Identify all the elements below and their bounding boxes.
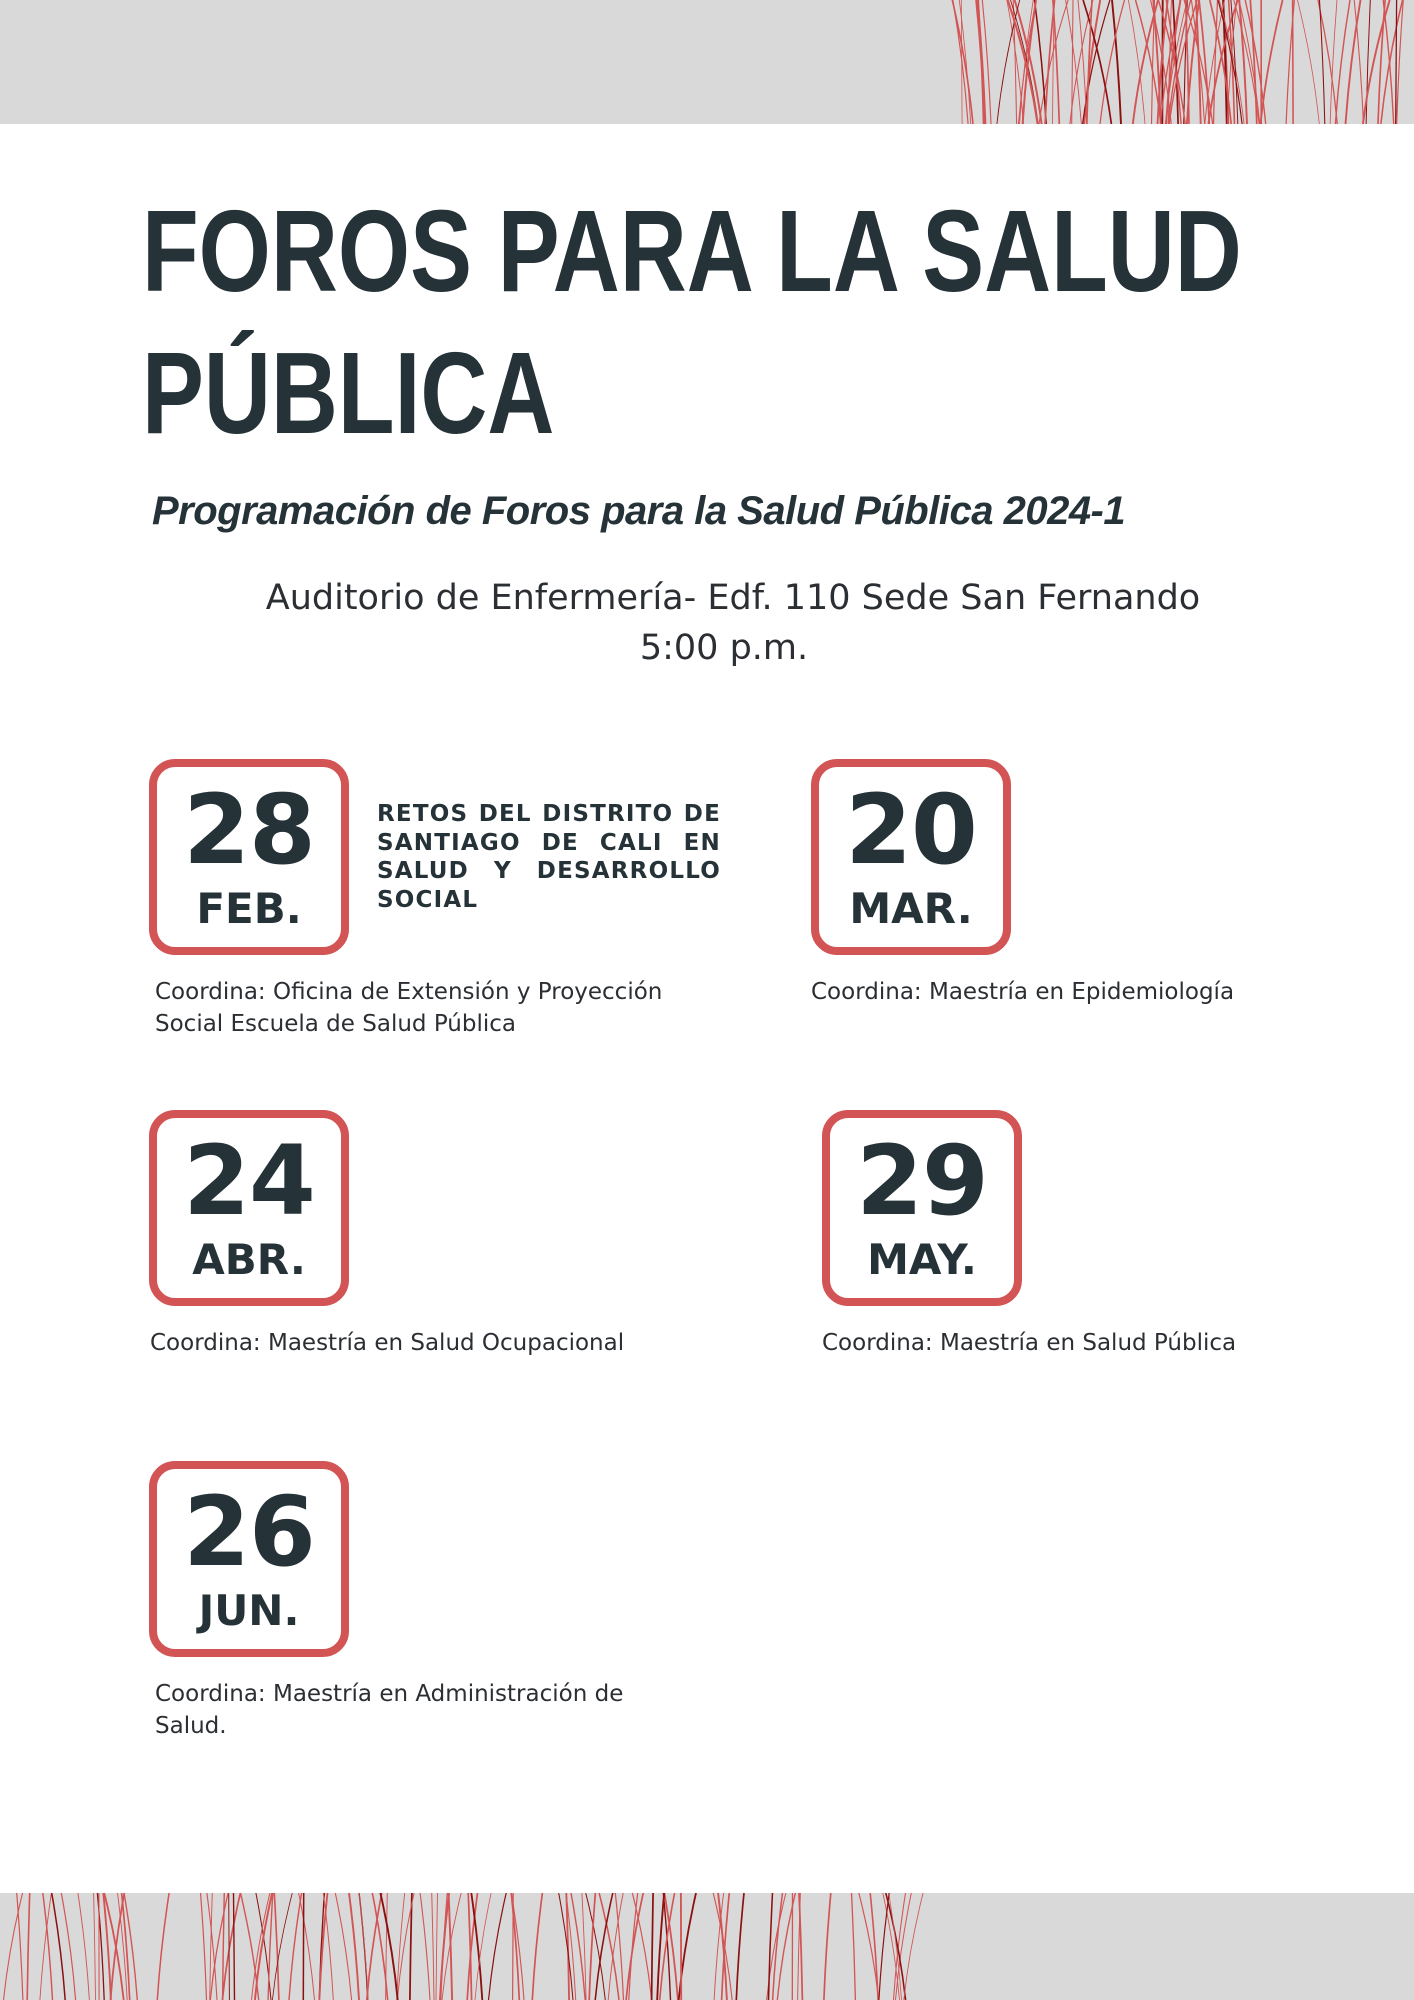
date-month: ABR.	[192, 1235, 306, 1284]
event-topic: RETOS DEL DISTRITO DE SANTIAGO DE CALI EN SALUD Y DESARROLLO SOCIAL	[377, 801, 721, 913]
date-month: JUN.	[198, 1586, 300, 1635]
date-badge-may	[822, 1110, 1022, 1306]
date-month: FEB.	[196, 884, 302, 933]
date-day: 26	[183, 1476, 315, 1588]
event-coordinator: Coordina: Maestría en Salud Pública	[822, 1330, 1237, 1356]
event-coordinator: Coordina: Maestría en Administración de Salud.	[155, 1681, 624, 1739]
title-line-2: PÚBLICA	[142, 328, 555, 458]
event-coordinator: Coordina: Maestría en Salud Ocupacional	[150, 1330, 625, 1356]
bottom-decorative-band	[0, 1893, 1414, 2000]
date-badge-jun	[149, 1461, 349, 1657]
date-day: 29	[856, 1125, 988, 1237]
date-badge-abr	[149, 1110, 349, 1306]
red-lines-decoration	[0, 0, 1414, 124]
date-month: MAY.	[867, 1235, 977, 1284]
date-badge-mar	[811, 759, 1011, 955]
event-coordinator: Coordina: Oficina de Extensión y Proyección Social Escuela de Salud Pública	[155, 979, 663, 1037]
venue-text: Auditorio de Enfermería- Edf. 110 Sede San Fernando	[265, 578, 1201, 618]
date-day: 24	[183, 1125, 315, 1237]
page-title	[142, 180, 1242, 464]
date-month: MAR.	[849, 884, 973, 933]
title-line-1: FOROS PARA LA SALUD	[142, 186, 1242, 316]
date-badge-feb	[149, 759, 349, 955]
date-day: 28	[183, 774, 315, 886]
subtitle: Programación de Foros para la Salud Pública 2024-1	[152, 489, 1126, 533]
event-coordinator: Coordina: Maestría en Epidemiología	[811, 979, 1235, 1005]
time-text: 5:00 p.m.	[639, 628, 809, 668]
top-decorative-band	[0, 0, 1414, 124]
red-lines-decoration	[0, 1893, 1414, 2000]
date-day: 20	[845, 774, 977, 886]
